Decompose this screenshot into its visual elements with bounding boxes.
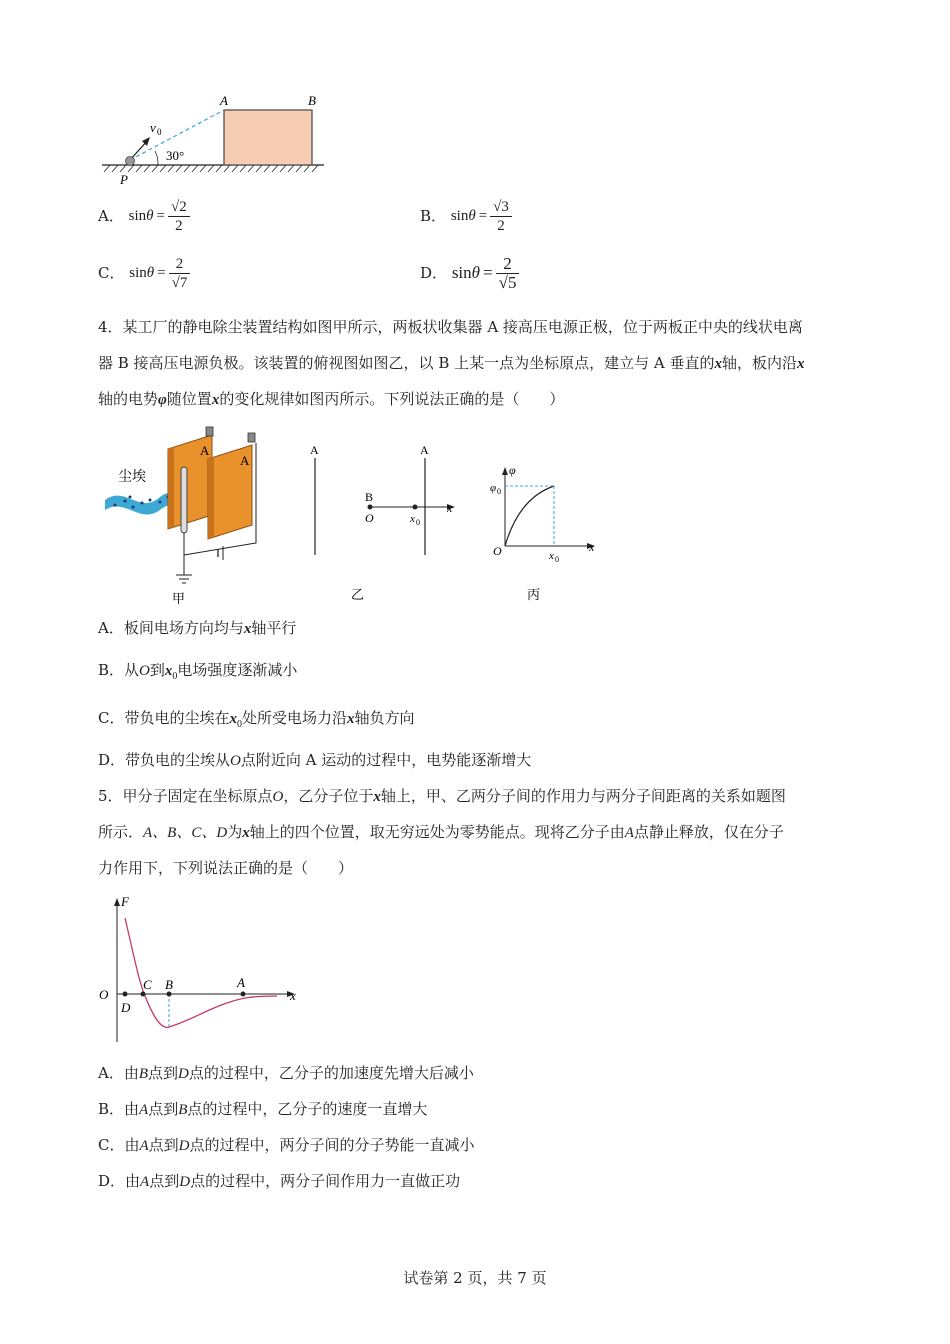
q3-option-d-fraction: $\frac{2}{√5}$: [496, 255, 520, 292]
q4-wire-electrode: [181, 467, 187, 533]
q3-label-p: P: [120, 172, 128, 187]
q5-force-curve: [125, 918, 277, 1027]
q4-stem-line-2: 器 B 接高压电源负极。该装置的俯视图如图乙，以 B 上某一点为坐标原点，建立与 A 垂直的x轴，板内沿x: [98, 354, 805, 372]
q4-figure-yi: [295, 440, 465, 605]
q4-option-b: B．从O到$x_0$电场强度逐渐减小: [98, 661, 298, 682]
q3-label-a: A: [220, 93, 228, 108]
q4-bing-label-o: O: [493, 544, 502, 558]
q3-label-v0-sub: 0: [157, 127, 162, 137]
q3-ball: [126, 157, 135, 166]
q5-stem-line-2: 所示．A、B、C、D为x轴上的四个位置，取无穷远处为零势能点。现将乙分子由A点静止释放，仅在分子: [98, 823, 784, 841]
q4-option-c: C．带负电的尘埃在$x_0$处所受电场力沿x轴负方向: [98, 709, 415, 730]
q4-yi-label-x: x: [447, 501, 453, 515]
q5-label-c: C: [143, 977, 152, 992]
q3-option-a: A． sin θ = $\frac{√2}{2}$: [98, 193, 190, 239]
q4-yi-label-x0: x: [410, 513, 415, 525]
q4-bing-label-phi0: φ: [490, 482, 497, 494]
q4-bing-label-phi0-sub: 0: [497, 487, 501, 496]
q4-stem-line-1: 4．某工厂的静电除尘装置结构如图甲所示，两板状收集器 A 接高压电源正极，位于两板正中央的线状电离: [98, 318, 803, 336]
q5-label-o: O: [99, 987, 109, 1002]
q5-point-c: [141, 992, 146, 997]
q4-dust-label: 尘埃: [118, 470, 146, 485]
q5-label-b: B: [165, 977, 173, 992]
q4-bing-label-x: x: [589, 540, 595, 554]
q3-option-c: C． sin θ = $\frac{2}{√7}$: [98, 250, 190, 296]
q4-yi-label-b: B: [365, 490, 374, 504]
q5-option-d: D．由A点到D点的过程中，两分子间作用力一直做正功: [98, 1172, 461, 1190]
q3-label-v0: v: [150, 120, 156, 135]
q4-bing-label-x0: x: [549, 550, 554, 562]
q4-bing-label-phi: φ: [509, 463, 516, 477]
q4-yi-caption: 乙: [351, 587, 365, 602]
q4-yi-label-a-right: A: [420, 443, 429, 457]
q3-label-angle: 30°: [166, 148, 185, 163]
q4-option-d: D．带负电的尘埃从O点附近向 A 运动的过程中，电势能逐渐增大: [98, 751, 532, 769]
q5-label-f: F: [121, 894, 129, 909]
q4-yi-label-o: O: [365, 511, 374, 525]
q3-option-d: D． sin θ = $\frac{2}{√5}$: [420, 250, 519, 296]
q4-bing-label-x0-sub: 0: [555, 555, 559, 564]
q4-jia-label-a1: A: [200, 443, 210, 458]
q4-bing-curve: [505, 486, 554, 546]
q4-bing-caption: 丙: [527, 587, 541, 602]
q3-option-b-fraction: $\frac{√3}{2}$: [490, 198, 512, 235]
q5-label-x: x: [290, 988, 296, 1003]
q4-yi-label-x0-sub: 0: [416, 518, 420, 527]
q5-stem-line-3: 力作用下，下列说法正确的是（ ）: [98, 859, 354, 877]
q3-option-b: B． sin θ = $\frac{√3}{2}$: [420, 193, 512, 239]
q3-option-a-fraction: $\frac{√2}{2}$: [168, 198, 190, 235]
q5-option-a: A．由B点到D点的过程中，乙分子的加速度先增大后减小: [98, 1064, 474, 1082]
page-footer: 试卷第 2 页，共 7 页: [403, 1269, 547, 1287]
q5-point-b: [167, 992, 172, 997]
q4-jia-caption: 甲: [172, 591, 186, 606]
q3-figure: [100, 90, 340, 190]
q3-option-c-fraction: $\frac{2}{√7}$: [169, 255, 191, 292]
q5-label-a: A: [237, 975, 245, 990]
q4-figure-jia: [100, 425, 280, 610]
q4-figure-bing: [485, 458, 605, 608]
q5-label-d: D: [121, 1000, 131, 1015]
q4-yi-label-a-left: A: [310, 443, 319, 457]
q4-jia-label-a2: A: [240, 453, 250, 468]
q5-stem-line-1: 5．甲分子固定在坐标原点O，乙分子位于x轴上，甲、乙两分子间的作用力与两分子间距离的关系如题图: [98, 787, 786, 805]
q5-option-b: B．由A点到B点的过程中，乙分子的速度一直增大: [98, 1100, 428, 1118]
q4-stem-line-3: 轴的电势φ随位置x的变化规律如图丙所示。下列说法正确的是（ ）: [98, 390, 565, 408]
q5-point-a: [241, 992, 246, 997]
q5-option-c: C．由A点到D点的过程中，两分子间的分子势能一直减小: [98, 1136, 475, 1154]
q3-label-b: B: [308, 93, 316, 108]
q5-point-d: [123, 992, 128, 997]
q3-box: [224, 110, 312, 165]
q5-figure: [95, 890, 310, 1050]
q4-option-a: A．板间电场方向均与x轴平行: [98, 619, 297, 637]
